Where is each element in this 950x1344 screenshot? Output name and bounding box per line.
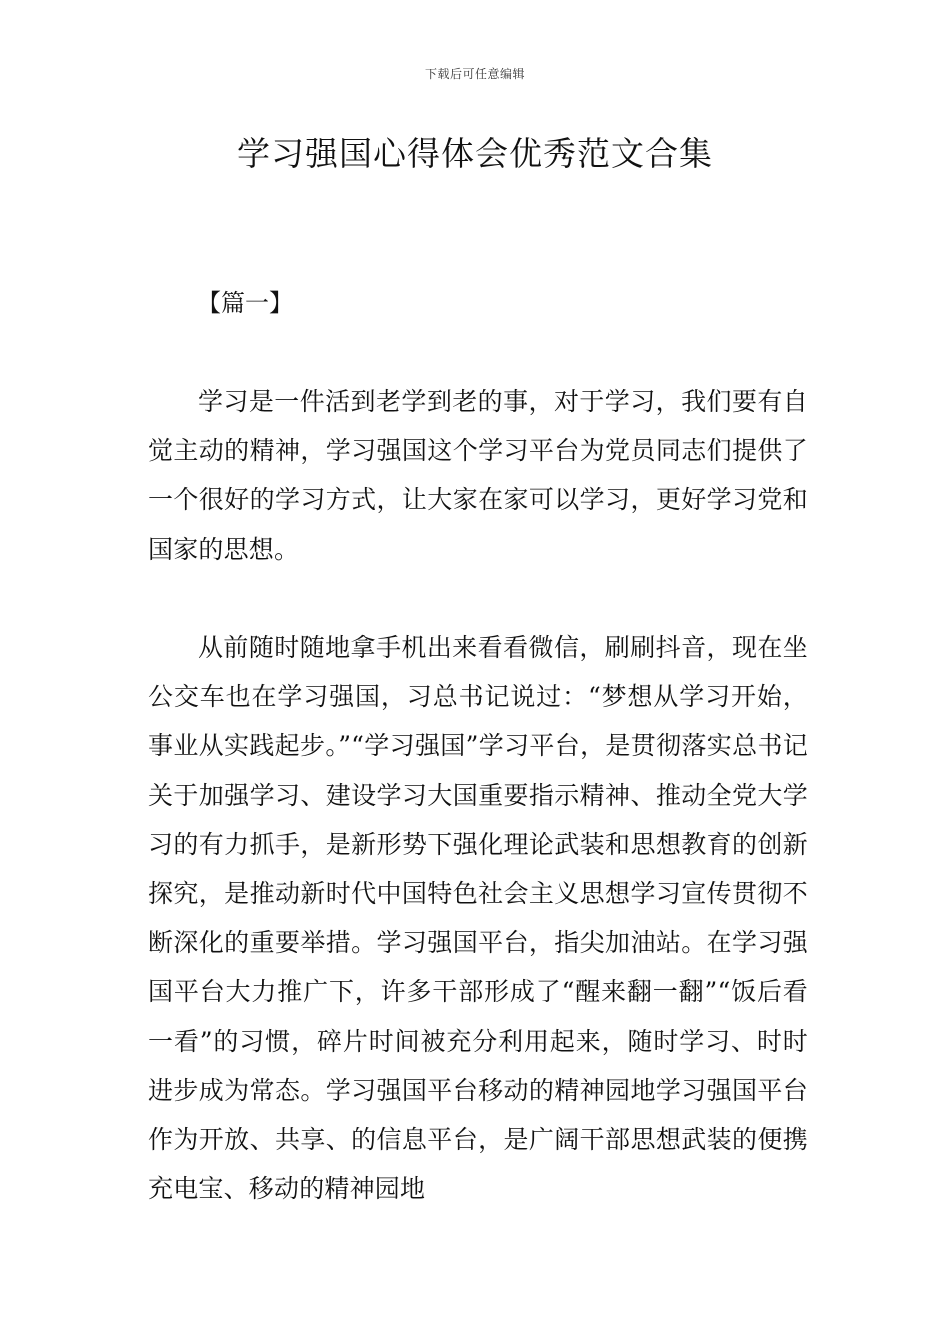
header-note: 下载后可任意编辑 bbox=[424, 67, 525, 81]
document-title: 学习强国心得体会优秀范文合集 bbox=[237, 134, 713, 173]
paragraph-2: 从前随时随地拿手机出来看看微信，刷刷抖音，现在坐公交车也在学习强国，习总书记说过：“梦想从学习开始，事业从实践起步。”“学习强国”学习平台，是贯彻落实总书记关于加强学习、建设学习大国重要指示精神、推动全党大学习的有力抓手，是新形势下强化理论武装和思想教育的创新探究，是推动新时代中国特色社会主义思想学习宣传贯彻不断深化的重要举措。学习强国平台，指尖加油站。在学习强国平台大力推广下，许多干部形成了“醒来翻一翻”“饭后看一看”的习惯，碎片时间被充分利用起来，随时学习、时时进步成为常态。学习强国平台移动的精神园地学习强国平台作为开放、共享、的信息平台，是广阔干部思想武装的便携充电宝、移动的精神园地 bbox=[148, 633, 808, 1204]
paragraph-1: 学习是一件活到老学到老的事，对于学习，我们要有自觉主动的精神，学习强国这个学习平台为党员同志们提供了一个很好的学习方式，让大家在家可以学习，更好学习党和国家的思想。 bbox=[148, 387, 808, 564]
section-heading: 【篇一】 bbox=[197, 289, 293, 317]
